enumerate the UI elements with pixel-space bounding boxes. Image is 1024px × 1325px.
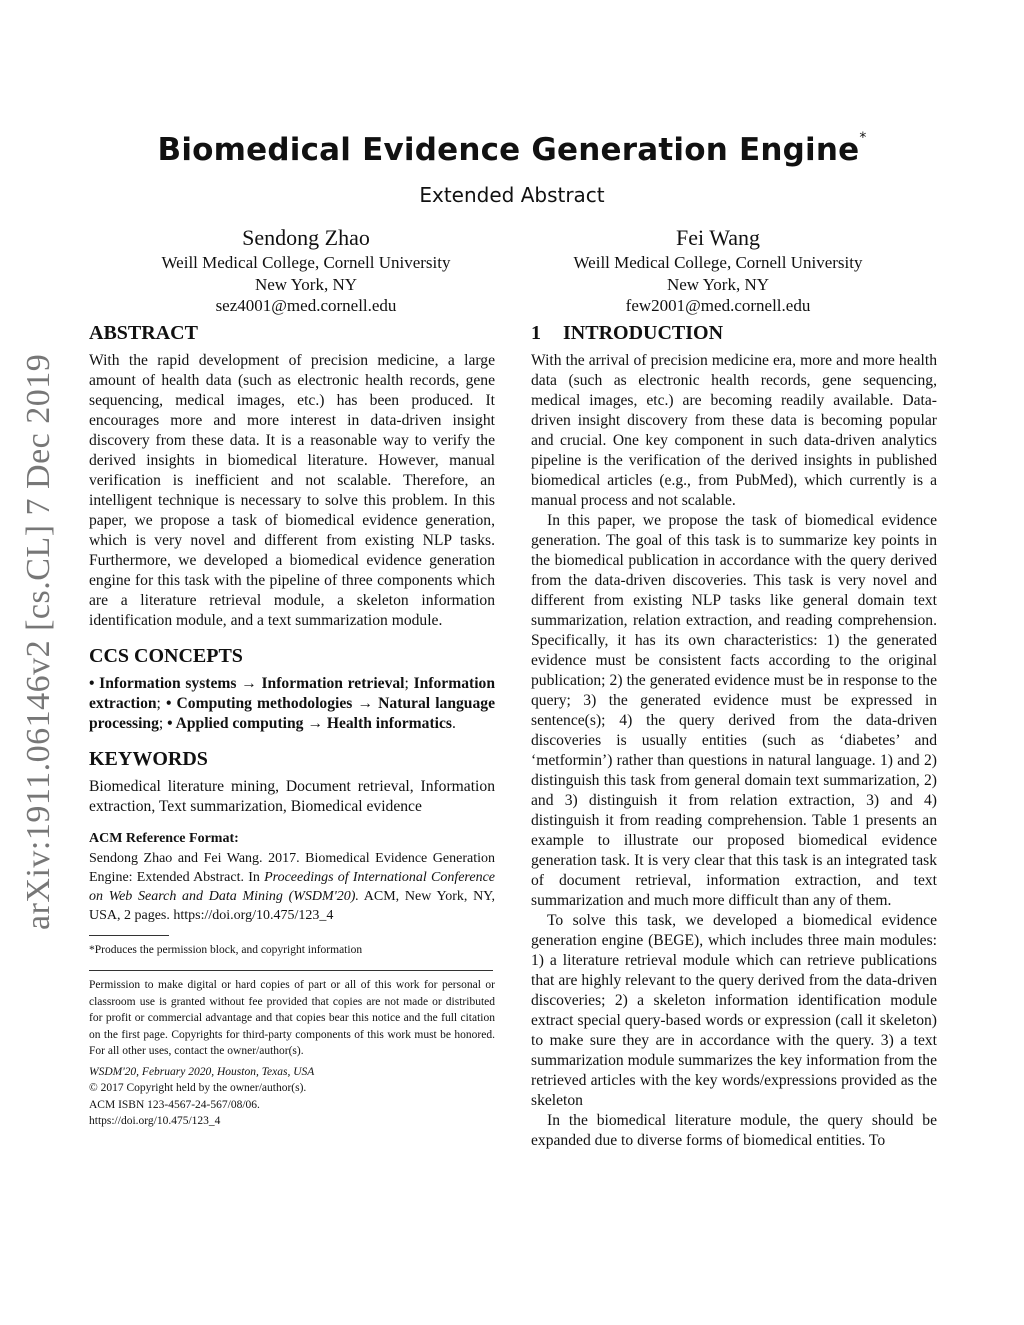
ccs-separator: ; — [404, 675, 414, 692]
author-email[interactable]: sez4001@med.cornell.edu — [215, 296, 397, 315]
author-name: Sendong Zhao — [242, 225, 370, 250]
author-email[interactable]: few2001@med.cornell.edu — [625, 296, 811, 315]
author-name: Fei Wang — [676, 225, 760, 250]
ccs-term: • Computing methodologies → Natural language processing — [89, 695, 495, 732]
intro-paragraph: In the biomedical literature module, the query should be expanded due to diverse forms of biomedical entities. To — [531, 1112, 937, 1149]
intro-paragraph: In this paper, we propose the task of biomedical evidence generation. The goal of this task is to summarize key points in the biomedical publication in accordance with the query derived from the data-driven discoveries. This task is very novel and different from existing NLP tasks like general domain text summarization, relation extraction, and reading comprehension. Specifically, it has its own characteristics: 1) the generated evidence must be consistent facts according to the original publication; 2) the generated evidence must be in response to the query; 3) the generated evidence must be expressed in sentence(s); 4) the query derived from the data-driven discoveries is usually entities (such as ‘diabetes’ and ‘metformin’) rather than questions in natural language. 1) and 2) distinguish this task from general domain text summarization, 2) and 3) distinguish it from relation extraction, 3) and 4) distinguish it from reading comprehension. Table 1 presents an example to illustrate our proposed biomedical evidence generation task. It is very clear that this task is an integrated task of document retrieval, information extraction, and text summarization and much more difficult than any of them. — [531, 512, 937, 909]
publication-meta — [89, 1064, 495, 1130]
footnote: *Produces the permission block, and copyright information — [89, 944, 363, 956]
intro-paragraph: With the arrival of precision medicine era, more and more health data (such as electronic health records, gene sequencing, medical images, etc.) are becoming readily available. Data-driven insight discovery from these data is becoming popular and crucial. One key component in such data-driven analytics pipeline is the verification of the derived insights in published biomedical articles (e.g., from PubMed), which currently is a manual process and not scalable. — [531, 352, 937, 509]
left-column — [89, 322, 495, 1130]
author-location: New York, NY — [254, 274, 357, 294]
copyright-line: © 2017 Copyright held by the owner/author(s). — [89, 1082, 307, 1094]
acm-ref-plain: Sendong Zhao and Fei Wang. 2017. Biomedical Evidence Generation Engine: Extended Abstract. In — [89, 851, 495, 885]
acm-reference-heading: ACM Reference Format: — [89, 831, 239, 846]
ccs-concepts — [89, 674, 495, 734]
abstract-heading: ABSTRACT — [89, 322, 198, 344]
ccs-term: Information extraction — [89, 675, 495, 712]
keywords-text: Biomedical literature mining, Document retrieval, Information extraction, Text summarization, Biomedical evidence — [89, 778, 495, 815]
author-block-2 — [528, 224, 908, 317]
ccs-term: • Information systems → Information retrieval — [89, 675, 405, 692]
arxiv-identifier: arXiv:1911.06146v2 [cs.CL] 7 Dec 2019 — [20, 353, 57, 930]
acm-ref-plain: ACM, New York, NY, USA, 2 pages. https://doi.org/10.475/123_4 — [89, 889, 495, 923]
ccs-heading: CCS CONCEPTS — [89, 645, 243, 667]
introduction-heading — [531, 322, 937, 345]
abstract-text: With the rapid development of precision medicine, a large amount of health data (such as electronic health records, gene sequencing, medical images, etc.) has been produced. It encourages more and more interest in data-driven insight discovery from these data. It is a reasonable way to verify the derived insights in biomedical literature. However, manual verification is inefficient and not scalable. Therefore, an intelligent technique is necessary to solve this problem. In this paper, we propose a task of biomedical evidence generation, which is very novel and different from existing NLP tasks. Furthermore, we developed a biomedical evidence generation engine for this task with the pipeline of three components which are a literature retrieval module, a skeleton information identification module, and a text summarization module. — [89, 352, 495, 629]
author-location: New York, NY — [666, 274, 769, 294]
doi-line[interactable]: https://doi.org/10.475/123_4 — [89, 1115, 221, 1127]
section-title: INTRODUCTION — [563, 322, 724, 344]
isbn-line: ACM ISBN 123-4567-24-567/08/06. — [89, 1098, 260, 1111]
permission-block: Permission to make digital or hard copies of part or all of this work for personal or classroom use is granted without fee provided that copies are not made or distributed for profit or commercial advantage and that copies bear this notice and the full citation on the first page. Copyrights for third-party components of this work must be honored. For all other uses, contact the owner/author(s). — [89, 979, 495, 1057]
keywords-heading: KEYWORDS — [89, 748, 208, 770]
venue-line: WSDM'20, February 2020, Houston, Texas, USA — [89, 1065, 315, 1078]
ccs-separator: ; — [158, 715, 168, 732]
paper-subtitle: Extended Abstract — [419, 183, 605, 207]
footnote-rule — [89, 935, 169, 936]
author-affiliation: Weill Medical College, Cornell University — [573, 253, 863, 272]
title-footnote-mark: * — [859, 130, 867, 146]
introduction-text — [531, 351, 937, 1151]
ccs-term: • Applied computing → Health informatics — [167, 715, 452, 732]
author-block-1 — [116, 224, 496, 317]
ccs-separator: . — [452, 715, 456, 732]
author-affiliation: Weill Medical College, Cornell University — [161, 253, 451, 272]
permission-rule — [89, 970, 493, 971]
paper-title — [0, 132, 1024, 168]
title-text: Biomedical Evidence Generation Engine — [157, 132, 860, 168]
section-number: 1 — [531, 322, 541, 344]
acm-reference-text — [89, 849, 495, 925]
intro-paragraph: To solve this task, we developed a biomedical evidence generation engine (BEGE), which includes three main modules: 1) a literature retrieval module which can retrieve publications that are highly relevant to the query derived from the data-driven discoveries; 2) a skeleton information identification module extract special query-based words or expression (call it skeleton) to make sure they are in accordance with the query. 3) a text summarization module summarizes the key information from the retrieved articles with the key words/expressions provided as the skeleton — [531, 912, 937, 1109]
acm-ref-proceedings: Proceedings of International Conference on Web Search and Data Mining (WSDM'20). — [89, 870, 496, 904]
right-column — [531, 322, 937, 1151]
ccs-separator: ; — [156, 695, 166, 712]
